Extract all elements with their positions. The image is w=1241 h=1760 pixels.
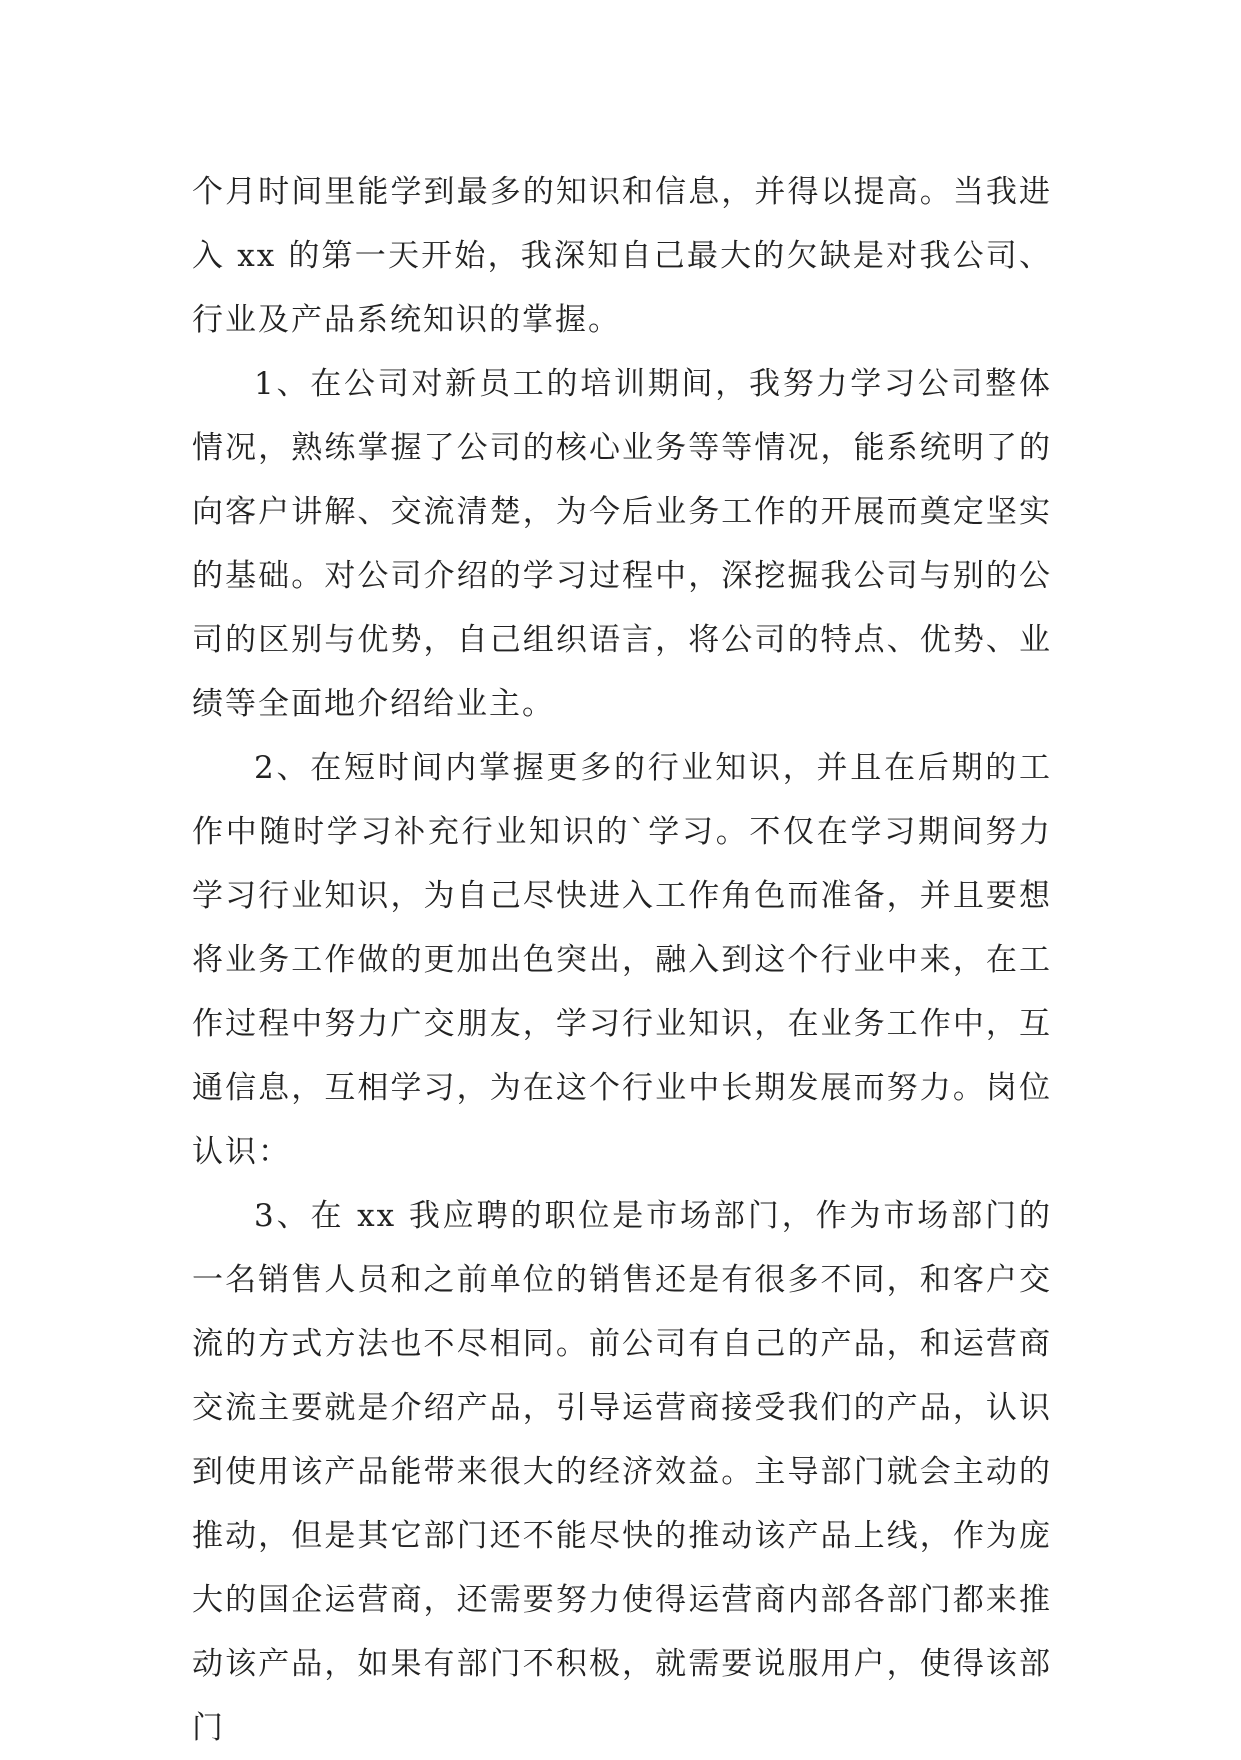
paragraph-item-2: 2、在短时间内掌握更多的行业知识，并且在后期的工作中随时学习补充行业知识的`学习。不仅在学习期间努力学习行业知识，为自己尽快进入工作角色而准备，并且要想将业务工作做的更加出色突出，融入到这个行业中来，在工作过程中努力广交朋友，学习行业知识，在业务工作中，互通信息，互相学习，为在这个行业中长期发展而努力。岗位认识：: [192, 750, 1052, 1170]
document-body: [192, 160, 1052, 1760]
paragraph-item-3: 3、在 xx 我应聘的职位是市场部门，作为市场部门的一名销售人员和之前单位的销售还是有很多不同，和客户交流的方式方法也不尽相同。前公司有自己的产品，和运营商交流主要就是介绍产品，引导运营商接受我们的产品，认识到使用该产品能带来很大的经济效益。主导部门就会主动的推动，但是其它部门还不能尽快的推动该产品上线，作为庞大的国企运营商，还需要努力使得运营商内部各部门都来推动该产品，如果有部门不积极，就需要说服用户，使得该部门: [192, 1198, 1052, 1746]
paragraph-item-1: 1、在公司对新员工的培训期间，我努力学习公司整体情况，熟练掌握了公司的核心业务等等情况，能系统明了的向客户讲解、交流清楚，为今后业务工作的开展而奠定坚实的基础。对公司介绍的学习过程中，深挖掘我公司与别的公司的区别与优势，自己组织语言，将公司的特点、优势、业绩等全面地介绍给业主。: [192, 366, 1052, 722]
paragraph-continuation: 个月时间里能学到最多的知识和信息，并得以提高。当我进入 xx 的第一天开始，我深知自己最大的欠缺是对我公司、行业及产品系统知识的掌握。: [192, 174, 1052, 338]
